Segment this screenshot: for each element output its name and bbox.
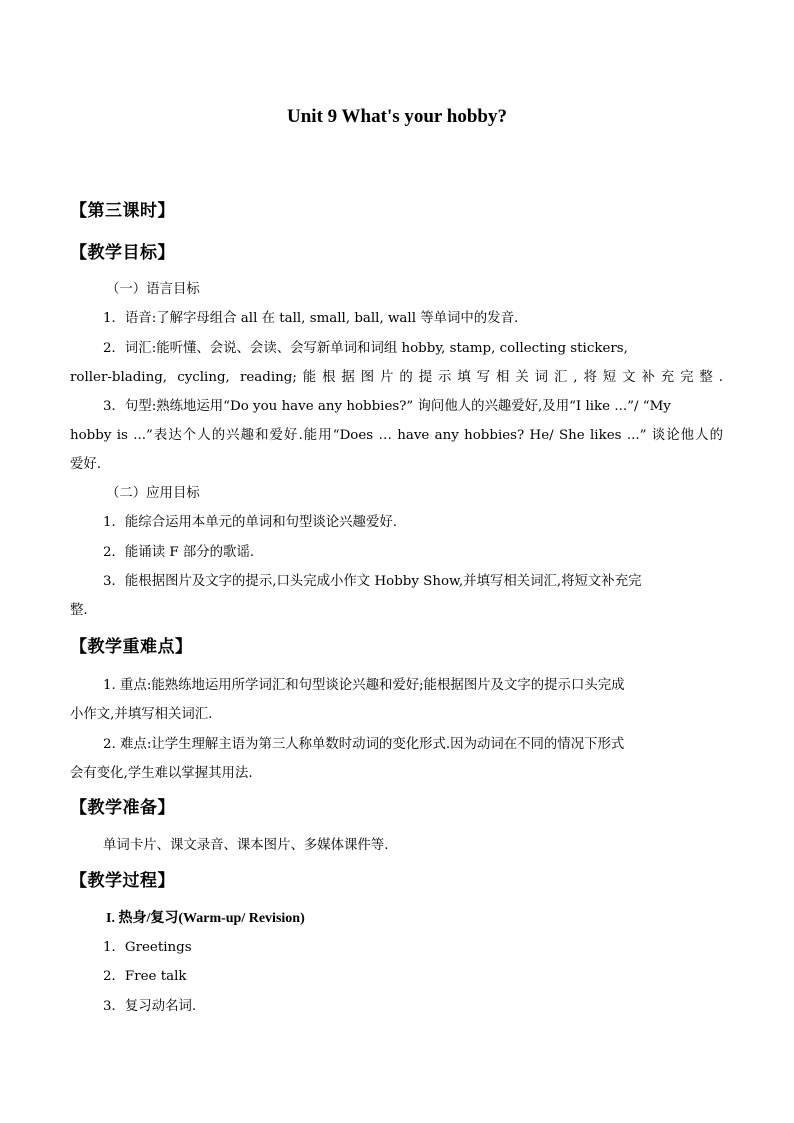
page-title: Unit 9 What's your hobby?: [287, 106, 507, 127]
key-point-line: 会有变化,学生难以掌握其用法.: [70, 766, 253, 781]
objective-line: 1．语音:了解字母组合 all 在 tall, small, ball, wall 等单词中的发音.: [103, 311, 519, 326]
section-process-heading: 【教学过程】: [70, 871, 175, 891]
process-item: 2．Free talk: [103, 969, 187, 984]
section-key-points-heading: 【教学重难点】: [70, 637, 193, 657]
objective-line: hobby is ...”表达个人的兴趣和爱好.能用“Does … have any hobbies? He/ She likes ...” 谈论他人的: [70, 428, 723, 443]
process-item: 3．复习动名词.: [103, 999, 197, 1014]
section-period-heading: 【第三课时】: [70, 201, 175, 221]
objective-line: 2．词汇:能听懂、会说、会读、会写新单词和词组 hobby, stamp, collecting stickers,: [103, 341, 628, 356]
objective-line: 爱好.: [70, 457, 102, 472]
objective-line: roller-blading, cycling, reading;能根据图片的提示填写相关词汇,将短文补充完整.: [70, 370, 723, 385]
key-point-line: 1. 重点:能熟练地运用所学词汇和句型谈论兴趣和爱好;能根据图片及文字的提示口头完成: [103, 678, 625, 693]
process-item: 1．Greetings: [103, 940, 192, 955]
objective-line: 3．句型:熟练地运用“Do you have any hobbies?” 询问他人的兴趣爱好,及用“I like ...”/ “My: [103, 399, 671, 414]
key-point-line: 2. 难点:让学生理解主语为第三人称单数时动词的变化形式.因为动词在不同的情况下形式: [103, 737, 625, 752]
key-point-line: 小作文,并填写相关词汇.: [70, 707, 213, 722]
objective-line: 3．能根据图片及文字的提示,口头完成小作文 Hobby Show,并填写相关词汇,将短文补充完: [103, 574, 642, 589]
objective-line: 2．能诵读 F 部分的歌谣.: [103, 545, 255, 560]
preparation-text: 单词卡片、课文录音、课本图片、多媒体课件等.: [103, 838, 389, 853]
section-objectives-heading: 【教学目标】: [70, 243, 175, 263]
objective-line: 1．能综合运用本单元的单词和句型谈论兴趣爱好.: [103, 515, 397, 530]
application-objectives-title: （二）应用目标: [106, 486, 200, 501]
language-objectives-title: （一）语言目标: [106, 282, 200, 297]
objective-line: 整.: [70, 603, 88, 618]
process-step-title: I. 热身/复习(Warm-up/ Revision): [106, 911, 305, 926]
section-preparation-heading: 【教学准备】: [70, 798, 175, 818]
